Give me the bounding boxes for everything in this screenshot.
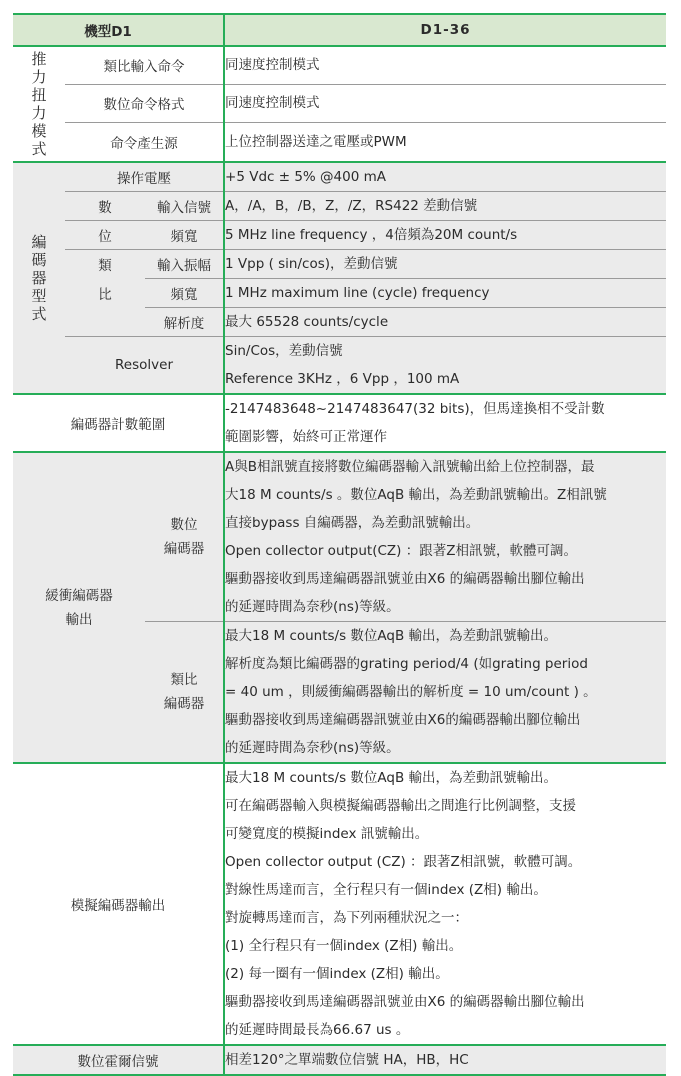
thrust-row-analog-command bbox=[13, 46, 666, 84]
resolver-line-1: Sin/Cos，差動信號 bbox=[225, 343, 343, 359]
encoder-value-analog-bandwidth: 1 MHz maximum line (cycle) frequency bbox=[224, 279, 666, 308]
encoder-digital-char-2: 位 bbox=[65, 221, 145, 250]
encoder-analog-spacer bbox=[65, 308, 145, 337]
buffer-digital-line: A與B相訊號直接將數位編碼器輸入訊號輸出給上位控制器，最 bbox=[225, 459, 595, 475]
encoder-row-analog-bandwidth bbox=[13, 279, 666, 308]
buffer-digital-line: Open collector output(CZ) ：跟著Z相訊號，軟體可調。 bbox=[225, 543, 577, 559]
buffer-digital-label: 數位 編碼器 bbox=[145, 452, 224, 622]
encoder-row-voltage bbox=[13, 162, 666, 192]
buffer-analog-line: 解析度為類比編碼器的grating period/4 (如grating period bbox=[225, 656, 588, 672]
encoder-row-resolver bbox=[13, 337, 666, 395]
table-header-row bbox=[13, 14, 666, 46]
counter-range-line-2: 範圍影響，始終可正常運作 bbox=[225, 429, 388, 445]
thrust-section-title: 推力扭力模式 bbox=[13, 46, 65, 162]
counter-range-label: 編碼器計數範圍 bbox=[13, 394, 224, 452]
buffer-digital-value bbox=[224, 452, 666, 622]
buffer-output-title: 緩衝編碼器 輸出 bbox=[13, 452, 145, 763]
counter-range-row bbox=[13, 394, 666, 452]
buffer-digital-line: 的延遲時間為奈秒(ns)等級。 bbox=[225, 599, 400, 615]
encoder-digital-char-1: 數 bbox=[65, 192, 145, 221]
emulated-line: (2) 每一圈有一個index (Z相) 輸出。 bbox=[225, 966, 449, 982]
encoder-analog-char-2: 比 bbox=[65, 279, 145, 308]
emulated-line: 最大18 M counts/s 數位AqB 輸出，為差動訊號輸出。 bbox=[225, 770, 558, 786]
model-label: 機型D1 bbox=[13, 14, 224, 46]
emulated-line: (1) 全行程只有一個index (Z相) 輸出。 bbox=[225, 938, 463, 954]
emulated-line: Open collector output (CZ) ：跟著Z相訊號，軟體可調。 bbox=[225, 854, 582, 870]
encoder-value-resolver bbox=[224, 337, 666, 395]
buffer-digital-line: 大18 M counts/s 。數位AqB 輸出，為差動訊號輸出。Z相訊號 bbox=[225, 487, 607, 503]
thrust-label-analog-command: 類比輸入命令 bbox=[65, 46, 224, 84]
encoder-value-voltage: +5 Vdc ± 5% @400 mA bbox=[224, 162, 666, 192]
encoder-label-digital-input: 輸入信號 bbox=[145, 192, 224, 221]
encoder-value-digital-bandwidth: 5 MHz line frequency ，4倍頻為20M count/s bbox=[224, 221, 666, 250]
hall-label: 數位霍爾信號 bbox=[13, 1045, 224, 1075]
model-value: D1-36 bbox=[224, 14, 666, 46]
emulated-line: 可變寬度的模擬index 訊號輸出。 bbox=[225, 826, 429, 842]
encoder-label-voltage: 操作電壓 bbox=[65, 162, 224, 192]
counter-range-value bbox=[224, 394, 666, 452]
encoder-value-analog-amplitude: 1 Vpp ( sin/cos)，差動信號 bbox=[224, 250, 666, 279]
buffer-analog-line: 最大18 M counts/s 數位AqB 輸出，為差動訊號輸出。 bbox=[225, 628, 558, 644]
encoder-label-analog-amplitude: 輸入振幅 bbox=[145, 250, 224, 279]
hall-value: 相差120°之單端數位信號 HA，HB，HC bbox=[224, 1045, 666, 1075]
emulated-output-value bbox=[224, 763, 666, 1045]
encoder-row-digital-input bbox=[13, 192, 666, 221]
spec-table bbox=[13, 13, 666, 1076]
buffer-analog-line: 的延遲時間為奈秒(ns)等級。 bbox=[225, 740, 400, 756]
emulated-line: 可在編碼器輸入與模擬編碼器輸出之間進行比例調整，支援 bbox=[225, 798, 577, 814]
buffer-analog-value bbox=[224, 622, 666, 764]
emulated-output-row bbox=[13, 763, 666, 1045]
emulated-line: 對旋轉馬達而言，為下列兩種狀況之一： bbox=[225, 910, 469, 926]
thrust-value-analog-command: 同速度控制模式 bbox=[224, 46, 666, 84]
hall-row bbox=[13, 1045, 666, 1075]
buffer-digital-line: 驅動器接收到馬達編碼器訊號並由X6 的編碼器輸出腳位輸出 bbox=[225, 571, 585, 587]
encoder-row-analog-amplitude bbox=[13, 250, 666, 279]
emulated-output-label: 模擬編碼器輸出 bbox=[13, 763, 224, 1045]
encoder-value-digital-input: A，/A，B，/B，Z，/Z，RS422 差動信號 bbox=[224, 192, 666, 221]
encoder-label-analog-bandwidth: 頻寬 bbox=[145, 279, 224, 308]
encoder-row-analog-resolution bbox=[13, 308, 666, 337]
buffer-row-digital bbox=[13, 452, 666, 622]
encoder-label-resolver: Resolver bbox=[65, 337, 224, 395]
encoder-section-title: 編碼器型式 bbox=[13, 162, 65, 394]
thrust-label-digital-format: 數位命令格式 bbox=[65, 84, 224, 122]
encoder-label-digital-bandwidth: 頻寬 bbox=[145, 221, 224, 250]
buffer-analog-line: 驅動器接收到馬達編碼器訊號並由X6的編碼器輸出腳位輸出 bbox=[225, 712, 581, 728]
buffer-analog-line: = 40 um ，則緩衝編碼器輸出的解析度 = 10 um/count ) 。 bbox=[225, 684, 597, 700]
thrust-value-digital-format: 同速度控制模式 bbox=[224, 84, 666, 122]
emulated-line: 對線性馬達而言，全行程只有一個index (Z相) 輸出。 bbox=[225, 882, 547, 898]
buffer-analog-label: 類比 編碼器 bbox=[145, 622, 224, 764]
emulated-line: 的延遲時間最長為66.67 us 。 bbox=[225, 1022, 410, 1038]
emulated-line: 驅動器接收到馬達編碼器訊號並由X6 的編碼器輸出腳位輸出 bbox=[225, 994, 585, 1010]
encoder-row-digital-bandwidth bbox=[13, 221, 666, 250]
thrust-value-command-source: 上位控制器送達之電壓或PWM bbox=[224, 122, 666, 162]
resolver-line-2: Reference 3KHz ，6 Vpp ，100 mA bbox=[225, 371, 460, 387]
encoder-analog-char-1: 類 bbox=[65, 250, 145, 279]
encoder-label-analog-resolution: 解析度 bbox=[145, 308, 224, 337]
thrust-row-digital-format bbox=[13, 84, 666, 122]
buffer-digital-line: 直接bypass 自編碼器，為差動訊號輸出。 bbox=[225, 515, 480, 531]
counter-range-line-1: -2147483648~2147483647(32 bits)，但馬達換相不受計數 bbox=[225, 401, 605, 417]
thrust-row-command-source bbox=[13, 122, 666, 162]
thrust-label-command-source: 命令產生源 bbox=[65, 122, 224, 162]
encoder-value-analog-resolution: 最大 65528 counts/cycle bbox=[224, 308, 666, 337]
